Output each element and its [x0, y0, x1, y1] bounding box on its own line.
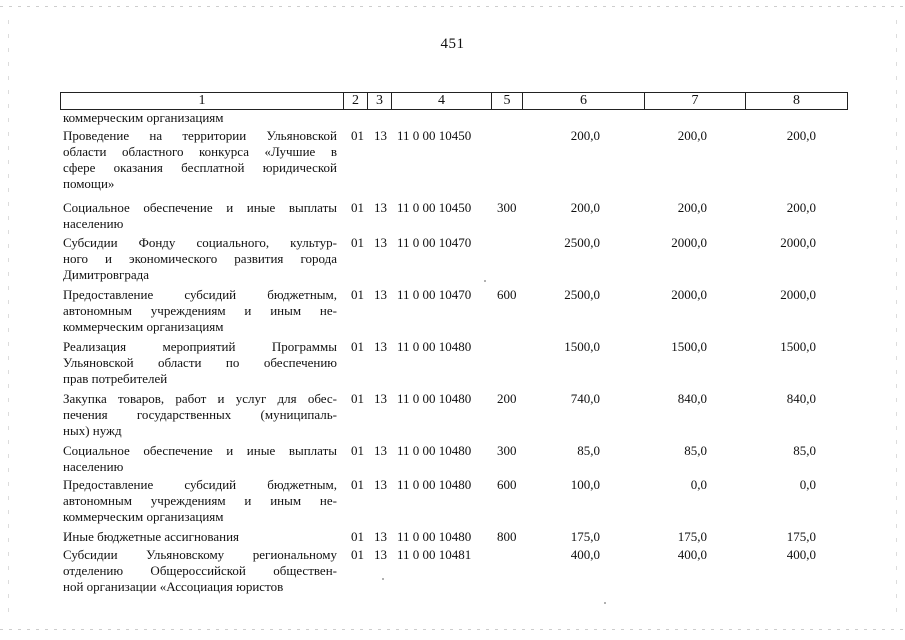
item-name-line: Предоставление субсидий бюджетным,: [63, 287, 337, 302]
podrazdel-cell: 13: [374, 391, 387, 406]
podrazdel-cell: 13: [374, 128, 387, 143]
item-name-cell: [63, 477, 337, 525]
item-name-line: коммерческим организациям: [63, 509, 224, 524]
table-column-header: [60, 92, 848, 110]
item-name-line: Социальное обеспечение и иные выплаты: [63, 200, 337, 215]
razdel-cell: 01: [351, 287, 364, 302]
header-cell-2: 2: [343, 93, 367, 109]
podrazdel-cell: 13: [374, 287, 387, 302]
amount-col7-cell: 2000,0: [671, 287, 707, 302]
header-cell-4: 4: [391, 93, 491, 109]
amount-col7-cell: 200,0: [677, 200, 707, 215]
item-name-line: автономным учреждениям и иным не-: [63, 303, 337, 318]
amount-col6-cell: 200,0: [570, 128, 600, 143]
item-name-cell: [63, 200, 337, 232]
razdel-cell: 01: [351, 547, 364, 562]
expense-type-cell: 600: [497, 287, 517, 302]
item-name-line: коммерческим организациям: [63, 319, 224, 334]
page-number: 451: [440, 36, 465, 52]
amount-col7-cell: 1500,0: [671, 339, 707, 354]
amount-col8-cell: 200,0: [786, 200, 816, 215]
item-name-line: Реализация мероприятий Программы: [63, 339, 337, 354]
amount-col6-cell: 85,0: [577, 443, 600, 458]
amount-col8-cell: 400,0: [786, 547, 816, 562]
item-name-line: ной организации «Ассоциация юристов: [63, 579, 284, 594]
item-name-cell: [63, 128, 337, 192]
header-cell-5: 5: [491, 93, 522, 109]
target-article-cell: 11 0 00 10450: [397, 128, 472, 143]
item-name-line: Субсидии Фонду социального, культур-: [63, 235, 337, 250]
amount-col7-cell: 0,0: [690, 477, 707, 492]
razdel-cell: 01: [351, 443, 364, 458]
item-name-cell: [63, 287, 337, 335]
header-cell-1: 1: [198, 93, 206, 108]
item-name-line: Димитровграда: [63, 267, 149, 282]
amount-col8-cell: 85,0: [793, 443, 816, 458]
item-name-line: ного и экономического развития города: [63, 251, 337, 266]
target-article-cell: 11 0 00 10481: [397, 547, 472, 562]
item-name-cell: [63, 110, 337, 126]
item-name-line: печения государственных (муниципаль-: [63, 407, 337, 422]
item-name-line: Субсидии Ульяновскому региональному: [63, 547, 337, 562]
podrazdel-cell: 13: [374, 443, 387, 458]
podrazdel-cell: 13: [374, 200, 387, 215]
item-name-cell: [63, 391, 337, 439]
item-name-line: области областного конкурса «Лучшие в: [63, 144, 337, 159]
item-name-line: отделению Общероссийской обществен-: [63, 563, 337, 578]
amount-col6-cell: 175,0: [570, 529, 600, 544]
razdel-cell: 01: [351, 477, 364, 492]
amount-col8-cell: 200,0: [786, 128, 816, 143]
item-name-cell: [63, 339, 337, 387]
item-name-line: коммерческим организациям: [63, 110, 224, 125]
amount-col7-cell: 175,0: [677, 529, 707, 544]
scan-edge-top: [0, 6, 905, 7]
amount-col8-cell: 2000,0: [780, 287, 816, 302]
podrazdel-cell: 13: [374, 477, 387, 492]
scan-edge-right: [896, 20, 897, 620]
item-name-line: населению: [63, 216, 124, 231]
razdel-cell: 01: [351, 128, 364, 143]
item-name-cell: [63, 443, 337, 475]
header-cell-6: 6: [522, 93, 644, 109]
scan-edge-bottom: [0, 629, 905, 630]
amount-col7-cell: 400,0: [677, 547, 707, 562]
razdel-cell: 01: [351, 339, 364, 354]
amount-col8-cell: 2000,0: [780, 235, 816, 250]
amount-col7-cell: 840,0: [677, 391, 707, 406]
amount-col6-cell: 2500,0: [564, 235, 600, 250]
amount-col8-cell: 1500,0: [780, 339, 816, 354]
amount-col8-cell: 175,0: [786, 529, 816, 544]
target-article-cell: 11 0 00 10450: [397, 200, 472, 215]
target-article-cell: 11 0 00 10470: [397, 235, 472, 250]
item-name-line: населению: [63, 459, 124, 474]
razdel-cell: 01: [351, 235, 364, 250]
header-cell-7: 7: [644, 93, 745, 109]
amount-col7-cell: 200,0: [677, 128, 707, 143]
item-name-line: Иные бюджетные ассигнования: [63, 529, 240, 544]
amount-col8-cell: 840,0: [786, 391, 816, 406]
expense-type-cell: 300: [497, 443, 517, 458]
target-article-cell: 11 0 00 10480: [397, 339, 472, 354]
target-article-cell: 11 0 00 10480: [397, 477, 472, 492]
scan-speck: [382, 578, 384, 580]
header-cell-3: 3: [367, 93, 391, 109]
podrazdel-cell: 13: [374, 547, 387, 562]
amount-col7-cell: 85,0: [684, 443, 707, 458]
item-name-line: ных) нужд: [63, 423, 122, 438]
expense-type-cell: 200: [497, 391, 517, 406]
podrazdel-cell: 13: [374, 339, 387, 354]
target-article-cell: 11 0 00 10470: [397, 287, 472, 302]
amount-col6-cell: 100,0: [570, 477, 600, 492]
razdel-cell: 01: [351, 391, 364, 406]
expense-type-cell: 600: [497, 477, 517, 492]
expense-type-cell: 300: [497, 200, 517, 215]
razdel-cell: 01: [351, 529, 364, 544]
item-name-line: Социальное обеспечение и иные выплаты: [63, 443, 337, 458]
target-article-cell: 11 0 00 10480: [397, 529, 472, 544]
amount-col6-cell: 2500,0: [564, 287, 600, 302]
podrazdel-cell: 13: [374, 235, 387, 250]
item-name-line: Проведение на территории Ульяновской: [63, 128, 337, 143]
target-article-cell: 11 0 00 10480: [397, 391, 472, 406]
razdel-cell: 01: [351, 200, 364, 215]
item-name-line: помощи»: [63, 176, 115, 191]
item-name-line: Ульяновской области по обеспечению: [63, 355, 337, 370]
scan-edge-left: [8, 20, 9, 620]
amount-col8-cell: 0,0: [799, 477, 816, 492]
target-article-cell: 11 0 00 10480: [397, 443, 472, 458]
item-name-cell: [63, 529, 337, 545]
amount-col6-cell: 200,0: [570, 200, 600, 215]
item-name-line: автономным учреждениям и иным не-: [63, 493, 337, 508]
expense-type-cell: 800: [497, 529, 517, 544]
item-name-line: Закупка товаров, работ и услуг для обес-: [63, 391, 337, 406]
scan-speck: [484, 280, 486, 282]
item-name-cell: [63, 547, 337, 595]
item-name-line: Предоставление субсидий бюджетным,: [63, 477, 337, 492]
amount-col6-cell: 1500,0: [564, 339, 600, 354]
amount-col7-cell: 2000,0: [671, 235, 707, 250]
item-name-line: прав потребителей: [63, 371, 168, 386]
podrazdel-cell: 13: [374, 529, 387, 544]
amount-col6-cell: 400,0: [570, 547, 600, 562]
scan-speck: [604, 602, 606, 604]
item-name-cell: [63, 235, 337, 283]
header-cell-8: 8: [745, 93, 847, 109]
amount-col6-cell: 740,0: [570, 391, 600, 406]
item-name-line: сфере оказания бесплатной юридической: [63, 160, 337, 175]
